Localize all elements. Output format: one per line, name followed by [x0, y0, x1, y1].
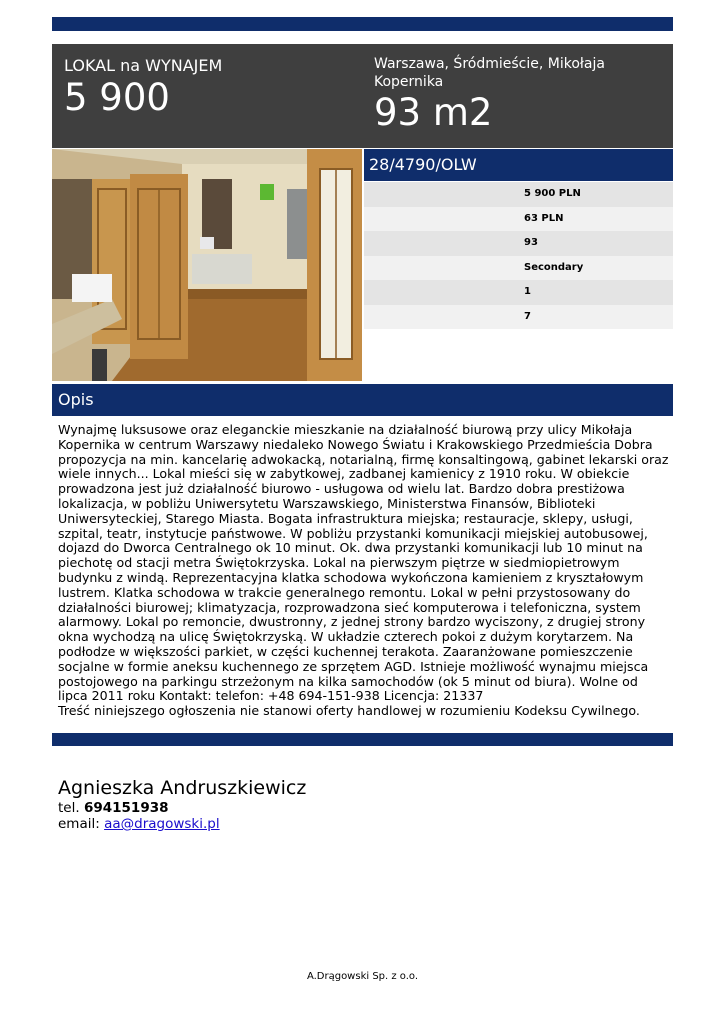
property-value: 7 — [524, 310, 531, 322]
phone-label: tel. — [58, 800, 80, 816]
property-value: 5 900 PLN — [524, 188, 581, 199]
agent-contact — [58, 776, 458, 832]
property-row — [364, 256, 673, 281]
reference-number: 28/4790/OLW — [369, 155, 477, 174]
property-value: 93 — [524, 237, 538, 248]
section-title: Opis — [58, 390, 94, 409]
property-value: Secondary — [524, 261, 584, 273]
header-left — [64, 56, 354, 120]
footer-company: A.Drągowski Sp. z o.o. — [306, 971, 419, 982]
section-divider-bar — [52, 733, 673, 746]
agent-name: Agnieszka Andruszkiewicz — [58, 777, 307, 799]
listing-price: 5 900 — [64, 76, 170, 119]
email-label: email: — [58, 816, 100, 832]
property-value: 1 — [524, 286, 531, 297]
listing-area: 93 m2 — [374, 91, 493, 134]
header-right — [374, 55, 664, 135]
property-row — [364, 280, 673, 305]
property-row — [364, 182, 673, 207]
listing-type: LOKAL na WYNAJEM — [64, 56, 223, 75]
agent-email-link[interactable]: aa@dragowski.pl — [104, 816, 220, 832]
listing-header — [52, 44, 673, 148]
description-section-bar — [52, 384, 673, 416]
top-accent-bar — [52, 17, 673, 31]
property-value: 63 PLN — [524, 212, 564, 224]
description-body: Wynajmę luksusowe oraz eleganckie mieszkanie na działalność biurową przy ulicy Mikołaja Kopernika w centrum Warszawy niedaleko Nowego Światu i Krakowskiego Przedmieścia Dobra propozycja na min. kancelarię adwokacką, notarialną, firmę konsaltingową, gabinet lekarski oraz wiele innych... Lokal mieści się w zabytkowej, zadbanej kamienicy z 1910 roku. W obiekcie prowadzona jest już działalność biurowo - usługowa od wielu lat. Bardzo dobra prestiżowa lokalizacja, w pobliżu Uniwersytetu Warszawskiego, Ministerstwa Finansów, Biblioteki Uniwersyteckiej, Starego Miasta. Bogata infrastruktura miejska; restauracje, sklepy, usługi, szpital, teatr, instytucje państwowe. W pobliżu przystanki komunikacji miejskiej autobusowej, dojazd do Dworca Centralnego ok 10 minut. Ok. dwa przystanki komunikacji lub 10 minut na piechotę od stacji metra Świętokrzyska. Lokal na pierwszym piętrze w siedmiopietrowym budynku z windą. Reprezentacyjna klatka schodowa wykończona kamieniem z kryształowym lustrem. Klatka schodowa w trakcie generalnego remontu. Lokal w pełni przystosowany do działalności biurowej; klimatyzacja, rozprowadzona sieć komputerowa i telefoniczna, system alarmowy. Lokal po remoncie, dwustronny, z jednej strony bardzo wyciszony, z drugiej strony okna wychodzą na ulicę Świętokrzyską. W układzie czterech pokoi z dużym korytarzem. Na podłodze w większości parkiet, w części kuchennej terakota. Zaaranżowane pomieszczenie socjalne w formie aneksu kuchennego ze sprzętem AGD. Istnieje możliwość wynajmu miejsca postojowego na parkingu strzeżonym na kilka samochodów (ok 5 minut od biura). Wolne od lipca 2011 roku Kontakt: telefon: +48 694-151-938 Licencja: 21337 — [58, 422, 669, 704]
agent-phone: 694151938 — [83, 800, 169, 816]
description-disclaimer: Treść niniejszego ogłoszenia nie stanowi oferty handlowej w rozumieniu Kodeksu Cywilnego. — [58, 703, 640, 719]
property-row — [364, 231, 673, 256]
property-row — [364, 207, 673, 232]
description-text — [58, 423, 670, 719]
property-photo — [52, 149, 362, 381]
agent-phone-line — [58, 800, 458, 816]
property-details-table — [364, 182, 673, 329]
reference-bar — [364, 149, 673, 181]
property-row — [364, 305, 673, 330]
agent-email-line — [58, 816, 458, 832]
listing-location: Warszawa, Śródmieście, Mikołaja Kopernika — [374, 56, 605, 90]
